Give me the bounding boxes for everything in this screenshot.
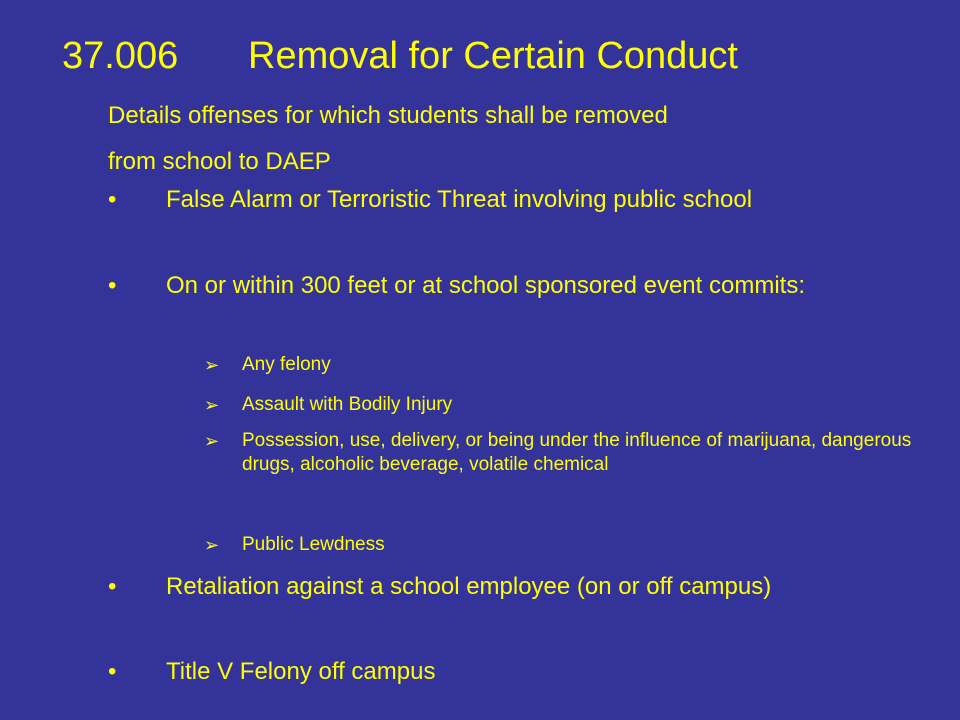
sub-item <box>204 533 924 557</box>
arrow-bullet-icon: ➢ <box>204 395 220 415</box>
bullet-text: Title V Felony off campus <box>166 658 436 685</box>
bullet-icon: • <box>108 272 117 299</box>
sub-item-text: Public Lewdness <box>242 534 385 555</box>
arrow-bullet-icon: ➢ <box>204 355 220 375</box>
bullet-item <box>108 571 908 603</box>
slide-title <box>62 32 738 80</box>
bullet-text: Retaliation against a school employee (on or off campus) <box>166 573 772 600</box>
sub-item <box>204 429 924 477</box>
intro-line-1: Details offenses for which students shall be removed <box>108 102 668 129</box>
sub-item <box>204 353 924 377</box>
sub-item-text: Possession, use, delivery, or being under the influence of marijuana, dangerous drugs, alcoholic beverage, volatile chemical <box>242 430 912 475</box>
bullet-text: On or within 300 feet or at school sponsored event commits: <box>166 272 805 299</box>
intro-text <box>108 93 908 185</box>
arrow-bullet-icon: ➢ <box>204 431 220 451</box>
bullet-item <box>108 184 908 216</box>
intro-line-2: from school to DAEP <box>108 148 331 175</box>
bullet-icon: • <box>108 186 117 213</box>
section-number: 37.006 <box>62 35 179 77</box>
bullet-icon: • <box>108 573 117 600</box>
bullet-item <box>108 656 908 688</box>
bullet-text: False Alarm or Terroristic Threat involving public school <box>166 186 753 213</box>
bullet-icon: • <box>108 658 117 685</box>
sub-item-text: Any felony <box>242 354 331 375</box>
sub-item <box>204 393 924 417</box>
sub-item-text: Assault with Bodily Injury <box>242 394 453 415</box>
bullet-item <box>108 270 908 302</box>
section-title: Removal for Certain Conduct <box>248 35 738 77</box>
arrow-bullet-icon: ➢ <box>204 535 220 555</box>
